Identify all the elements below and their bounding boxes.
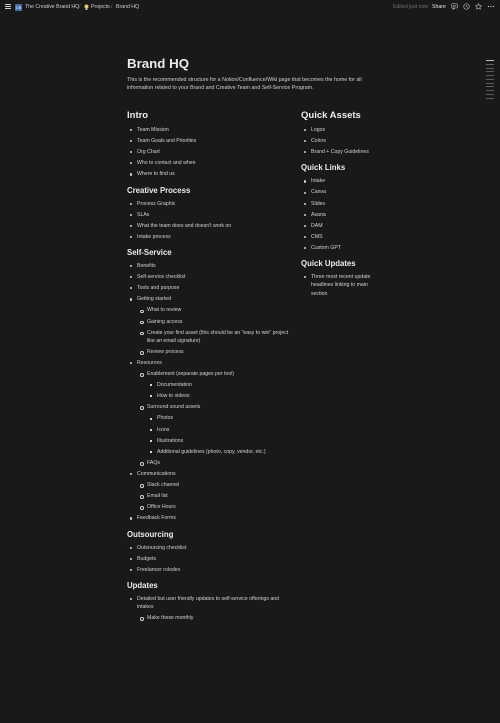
list-item: Colors xyxy=(301,137,381,145)
breadcrumb-separator: / xyxy=(79,4,81,10)
right-column xyxy=(301,110,381,305)
menu-icon[interactable] xyxy=(5,4,11,10)
list-item: Who to contact and when xyxy=(127,159,292,167)
more-icon[interactable] xyxy=(487,3,494,10)
comment-icon[interactable] xyxy=(451,3,458,10)
intro-list xyxy=(127,126,292,179)
list-item: Communications Slack channel Email list Office Hours xyxy=(127,470,292,511)
quick-assets-list xyxy=(301,126,381,156)
list-item: Additional guidelines (photo, copy, vendor, etc.) xyxy=(147,448,292,456)
list-item: Where to find us xyxy=(127,170,292,178)
workspace-logo-icon[interactable]: CB xyxy=(15,4,22,10)
breadcrumb-separator: / xyxy=(111,4,113,10)
share-button[interactable]: Share xyxy=(432,4,446,10)
breadcrumb-projects[interactable]: Projects xyxy=(91,4,110,10)
list-item: Office Hours xyxy=(137,503,292,511)
outsourcing-list xyxy=(127,544,292,574)
page-title: Brand HQ xyxy=(127,56,190,71)
creative-process-list xyxy=(127,200,292,241)
heading-self-service: Self-Service xyxy=(127,248,172,258)
list-item: Review process xyxy=(137,348,292,356)
list-item: Benefits xyxy=(127,262,292,270)
heading-creative-process: Creative Process xyxy=(127,185,191,195)
list-item: Email list xyxy=(137,492,292,500)
list-item: Icons xyxy=(147,426,292,434)
list-item: Freelancer rolodex xyxy=(127,566,292,574)
list-item: Feedback Forms xyxy=(127,514,292,522)
list-item: Intake xyxy=(301,177,381,185)
edited-status: Edited just now xyxy=(393,4,429,10)
list-item: FAQs xyxy=(137,459,292,467)
list-item: Surround sound assets Photos Icons Illustrations Additional guidelines (photo, copy, vendor, etc.) xyxy=(137,403,292,456)
list-item: Team Goals and Priorities xyxy=(127,137,292,145)
list-item: Process Graphic xyxy=(127,200,292,208)
list-item: Create your first asset (this should be an "easy to win" project like an email signature) xyxy=(137,329,292,345)
list-item: How to videos xyxy=(147,392,292,400)
heading-quick-assets: Quick Assets xyxy=(301,110,361,121)
list-item: SLAs xyxy=(127,211,292,219)
list-item: Gaining access xyxy=(137,318,292,326)
quick-links-list xyxy=(301,177,381,252)
list-item: What to review xyxy=(137,306,292,314)
top-bar xyxy=(0,0,500,15)
self-service-list xyxy=(127,262,292,522)
list-item: DAM xyxy=(301,222,381,230)
list-item: CMS xyxy=(301,233,381,241)
breadcrumb-current-page[interactable]: Brand HQ xyxy=(116,4,140,10)
list-item: Getting started What to review Gaining access Create your first asset (this should be an "easy to win" project like an email signature) Review process xyxy=(127,295,292,356)
list-item: Asana xyxy=(301,211,381,219)
breadcrumb-workspace[interactable]: The Creative Brand HQ xyxy=(25,4,80,10)
list-item: Outsourcing checklist xyxy=(127,544,292,552)
heading-quick-updates: Quick Updates xyxy=(301,259,356,269)
quick-updates-list xyxy=(301,273,381,298)
list-item: Enablement (separate pages per tool) Documentation How to videos xyxy=(137,370,292,400)
list-item: Logos xyxy=(301,126,381,134)
clock-icon[interactable] xyxy=(463,3,470,10)
list-item: Budgets xyxy=(127,555,292,563)
star-icon[interactable] xyxy=(475,3,482,10)
page-description: This is the recommended structure for a Notion/Confluence/Wiki page that becomes the home for all information related to your Brand and Creative Team and Self-Service Program. xyxy=(127,77,362,92)
lightbulb-icon xyxy=(84,4,89,13)
list-item: Slack channel xyxy=(137,481,292,489)
list-item: Slides xyxy=(301,200,381,208)
list-item: Documentation xyxy=(147,381,292,389)
list-item: Photos xyxy=(147,414,292,422)
list-item: Intake process xyxy=(127,233,292,241)
heading-updates: Updates xyxy=(127,580,158,590)
list-item: Team Mission xyxy=(127,126,292,134)
list-item: Make these monthly xyxy=(137,614,292,622)
list-item: Brand + Copy Guidelines xyxy=(301,148,381,156)
list-item: Resources Enablement (separate pages per tool) Documentation How to videos Surround sound assets Photos Icons Illustrations Additional guidelines (photo, copy, vendor, etc.) FAQs xyxy=(127,359,292,467)
list-item: What the team does and doesn't work on xyxy=(127,222,292,230)
list-item: Custom GPT xyxy=(301,244,381,252)
list-item: Org Chart xyxy=(127,148,292,156)
list-item: Tools and purpose xyxy=(127,284,292,292)
list-item: Self-service checklist xyxy=(127,273,292,281)
table-of-contents-outline[interactable] xyxy=(486,60,494,102)
list-item: Detailed but user friendly updates to self-service offerings and intakes Make these monthly xyxy=(127,595,292,623)
list-item: Three most recent update headlines linking to main section xyxy=(301,273,381,298)
updates-list xyxy=(127,595,292,623)
heading-intro: Intro xyxy=(127,110,149,121)
heading-outsourcing: Outsourcing xyxy=(127,529,174,539)
list-item: Illustrations xyxy=(147,437,292,445)
left-column xyxy=(127,110,292,629)
list-item: Canva xyxy=(301,188,381,196)
heading-quick-links: Quick Links xyxy=(301,163,346,173)
